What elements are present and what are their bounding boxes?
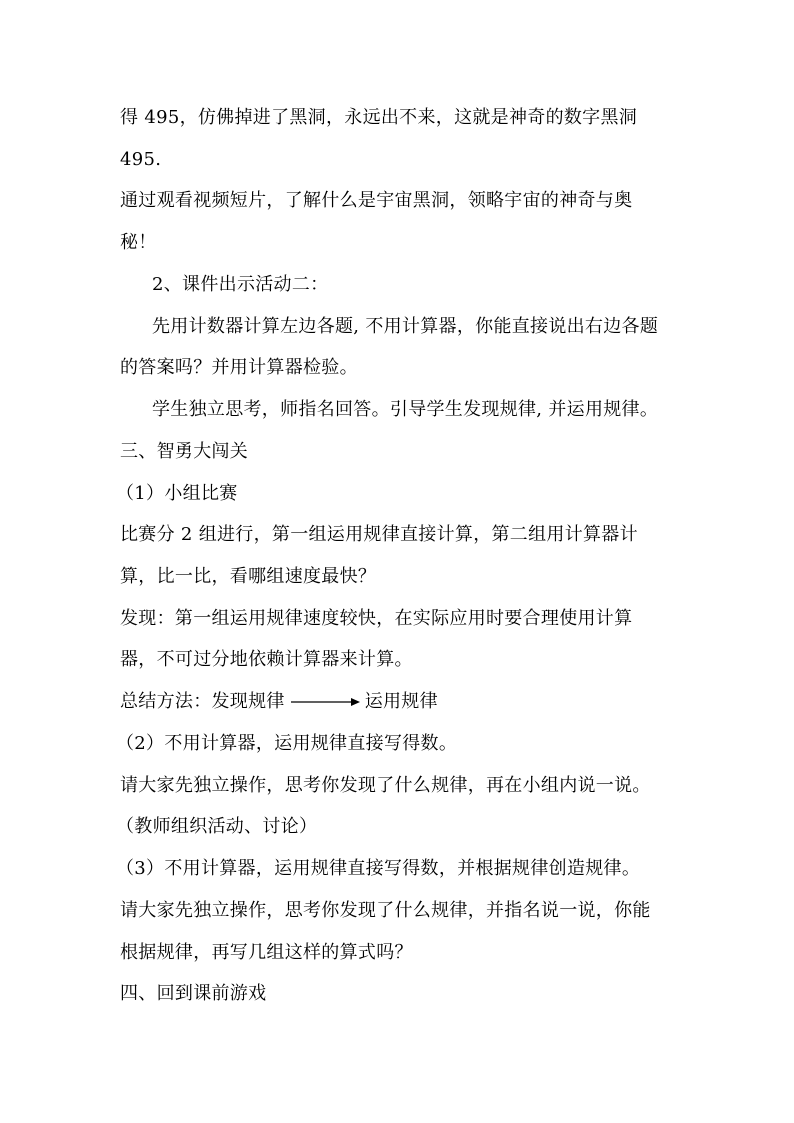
section-heading: 三、智勇大闯关 <box>120 441 249 462</box>
paragraph-line: 算，比一比，看哪组速度最快？ <box>120 566 377 587</box>
paragraph-line: 495. <box>120 149 162 170</box>
paragraph-line: 发现：第一组运用规律速度较快，在实际应用时要合理使用计算 <box>120 608 633 629</box>
paragraph-line: 得 495，仿佛掉进了黑洞，永远出不来，这就是神奇的数字黑洞 <box>120 107 638 128</box>
paragraph-line: 先用计数器计算左边各题, 不用计算器，你能直接说出右边各题 <box>152 316 659 337</box>
paragraph-line: 比赛分 2 组进行，第一组运用规律直接计算，第二组用计算器计 <box>120 524 638 545</box>
subsection-heading: （1）小组比赛 <box>116 483 238 504</box>
paragraph-line: 学生独立思考，师指名回答。引导学生发现规律, 并运用规律。 <box>152 399 659 420</box>
subsection-heading: （2）不用计算器，运用规律直接写得数。 <box>116 733 458 754</box>
paragraph-line: （教师组织活动、讨论） <box>116 816 318 837</box>
paragraph-line: 器，不可过分地依赖计算器来计算。 <box>120 649 413 670</box>
paragraph-line: 的答案吗？并用计算器检验。 <box>120 357 358 378</box>
right-arrow-icon <box>289 690 361 714</box>
subsection-heading: （3）不用计算器，运用规律直接写得数，并根据规律创造规律。 <box>116 858 641 879</box>
paragraph-line: 请大家先独立操作，思考你发现了什么规律，再在小组内说一说。 <box>120 775 651 796</box>
summary-line <box>120 690 438 714</box>
paragraph-line: 通过观看视频短片，了解什么是宇宙黑洞，领略宇宙的神奇与奥 <box>120 190 633 211</box>
summary-suffix: 运用规律 <box>364 691 438 712</box>
paragraph-line: 秘！ <box>120 232 157 253</box>
paragraph-line: 请大家先独立操作，思考你发现了什么规律，并指名说一说，你能 <box>120 900 651 921</box>
activity-heading: 2、课件出示活动二： <box>152 274 329 295</box>
section-heading: 四、回到课前游戏 <box>120 983 267 1004</box>
summary-prefix: 总结方法：发现规律 <box>120 691 285 712</box>
paragraph-line: 根据规律，再写几组这样的算式吗？ <box>120 942 413 963</box>
